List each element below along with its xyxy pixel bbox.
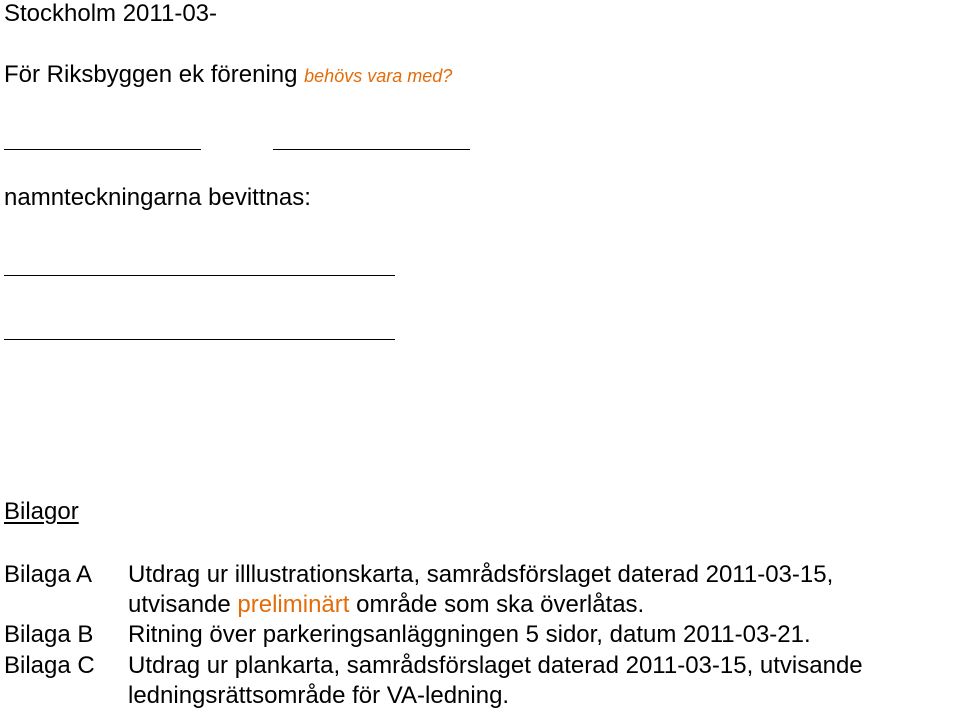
attachments-heading: Bilagor — [4, 498, 79, 525]
attachment-a-line2 — [128, 591, 644, 619]
signatory-org-text: För Riksbyggen ek förening — [4, 61, 298, 88]
editor-note: behövs vara med? — [304, 66, 453, 86]
signature-line-1 — [4, 149, 201, 150]
witness-line-2 — [4, 339, 395, 340]
attachment-c-line1: Utdrag ur plankarta, samrådsförslaget daterad 2011-03-15, utvisande — [128, 652, 863, 679]
signatory-org-line — [4, 61, 452, 90]
signature-line-2 — [273, 149, 470, 150]
attachment-c-label: Bilaga C — [4, 652, 95, 679]
attachment-a-highlight: preliminärt — [237, 591, 350, 618]
place-date-line: Stockholm 2011-03- — [4, 0, 217, 27]
attachment-a-line2-end: område som ska överlåtas. — [349, 591, 645, 618]
attachment-a-line2-start: utvisande — [128, 591, 238, 618]
attachment-b-label: Bilaga B — [4, 621, 94, 648]
attachment-a-line1: Utdrag ur illlustrationskarta, samrådsförslaget daterad 2011-03-15, — [128, 561, 834, 588]
attachment-c-line2: ledningsrättsområde för VA-ledning. — [128, 682, 510, 709]
attachment-a-label: Bilaga A — [4, 561, 93, 588]
witness-line-1 — [4, 275, 395, 276]
attachment-b-line1: Ritning över parkeringsanläggningen 5 sidor, datum 2011-03-21. — [128, 621, 811, 648]
witness-label: namnteckningarna bevittnas: — [4, 184, 311, 211]
